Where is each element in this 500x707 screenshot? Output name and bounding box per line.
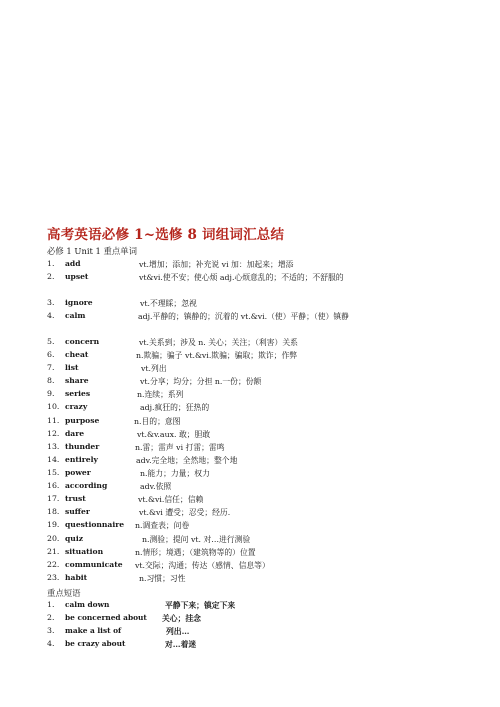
word-term: trust [65, 494, 86, 503]
word-meaning: vt.分享；均分；分担 n.一份；份额 [140, 377, 262, 386]
word-term: crazy [65, 402, 88, 411]
word-number: 2. [47, 272, 55, 281]
word-term: series [65, 389, 91, 398]
word-number: 14. [47, 455, 60, 464]
word-row [47, 468, 487, 480]
word-meaning: n.连续；系列 [137, 390, 184, 399]
word-row [47, 337, 487, 349]
word-term: communicate [65, 560, 123, 569]
word-row [47, 494, 487, 506]
word-meaning: vt.关系到；涉及 n. 关心；关注；（利害）关系 [139, 338, 298, 347]
word-meaning: n.能力；力量；权力 [140, 469, 210, 478]
word-meaning: adj.平静的；镇静的；沉着的 vt.&vi.（使）平静；（使）镇静 [138, 312, 349, 321]
phrase-meaning: 关心；挂念 [162, 614, 201, 623]
word-number: 11. [47, 416, 60, 425]
word-meaning: vt&vi.使不安；使心烦 adj.心烦意乱的；不适的；不舒服的 [139, 273, 344, 282]
word-term: calm [65, 311, 86, 320]
word-meaning: vt.不理睬；忽视 [140, 299, 197, 308]
phrase-section-label: 重点短语 [47, 588, 81, 598]
word-number: 17. [47, 494, 60, 503]
phrase-number: 2. [47, 613, 55, 622]
word-meaning: n.目的；意图 [134, 417, 181, 426]
word-row [47, 560, 487, 572]
word-number: 5. [47, 337, 55, 346]
phrase-meaning: 对…着迷 [165, 640, 197, 649]
phrase-row [47, 639, 487, 651]
section-label: 必修 1 Unit 1 重点单词 [47, 246, 138, 256]
word-row [47, 402, 487, 414]
word-term: add [65, 259, 81, 268]
phrase-row [47, 613, 487, 625]
word-number: 8. [47, 376, 55, 385]
word-meaning: vt.&vi.信任；信赖 [138, 495, 204, 504]
word-term: concern [65, 337, 100, 346]
phrase-term: make a list of [65, 626, 122, 635]
word-term: habit [65, 573, 88, 582]
word-number: 22. [47, 560, 60, 569]
phrase-term: be crazy about [65, 639, 126, 648]
word-number: 3. [47, 298, 55, 307]
word-term: share [65, 376, 89, 385]
word-row [47, 534, 487, 546]
word-term: purpose [65, 416, 100, 425]
word-row [47, 507, 487, 519]
word-row [47, 259, 487, 271]
word-term: situation [65, 547, 104, 556]
phrase-term: calm down [65, 600, 110, 609]
word-number: 7. [47, 363, 55, 372]
word-term: power [65, 468, 91, 477]
phrase-meaning: 列出… [166, 627, 190, 636]
word-term: dare [65, 429, 85, 438]
word-term: upset [65, 272, 89, 281]
word-meaning: adv.完全地；全然地；整个地 [136, 456, 238, 465]
word-meaning: n.情形；境遇；（建筑物等的）位置 [135, 548, 256, 557]
word-meaning: vt.列出 [141, 364, 167, 373]
word-meaning: adv.依照 [140, 482, 172, 491]
word-meaning: n.习惯；习性 [139, 574, 186, 583]
word-term: list [65, 363, 79, 372]
word-row [47, 573, 487, 585]
word-number: 15. [47, 468, 60, 477]
word-meaning: vt.增加；添加；补充说 vi 加：加起来；增添 [139, 260, 294, 269]
word-row [47, 442, 487, 454]
word-number: 4. [47, 311, 55, 320]
word-row [47, 376, 487, 388]
word-number: 23. [47, 573, 60, 582]
word-meaning: vt.&v.aux. 敢；胆敢 [137, 430, 211, 439]
word-number: 18. [47, 507, 60, 516]
word-row [47, 429, 487, 441]
word-row [47, 311, 487, 323]
word-number: 9. [47, 389, 55, 398]
phrase-row [47, 600, 487, 612]
word-term: quiz [65, 534, 84, 543]
word-term: questionnaire [65, 520, 125, 529]
word-term: entirely [65, 455, 98, 464]
word-number: 21. [47, 547, 60, 556]
word-row [47, 272, 487, 284]
word-meaning: vt.交际；沟通；传达（感情、信息等） [135, 561, 270, 570]
word-row [47, 363, 487, 375]
word-meaning: n.雷；雷声 vi 打雷；雷鸣 [135, 443, 225, 452]
phrase-number: 1. [47, 600, 55, 609]
word-row [47, 350, 487, 362]
word-number: 1. [47, 259, 55, 268]
word-row [47, 481, 487, 493]
word-term: ignore [65, 298, 93, 307]
word-meaning: n.调查表；问卷 [135, 521, 190, 530]
word-row [47, 389, 487, 401]
word-number: 10. [47, 402, 60, 411]
word-number: 12. [47, 429, 60, 438]
word-row [47, 416, 487, 428]
phrase-number: 4. [47, 639, 55, 648]
word-meaning: n.测验；提问 vt. 对…进行测验 [142, 535, 251, 544]
phrase-row [47, 626, 487, 638]
word-number: 16. [47, 481, 60, 490]
word-row [47, 520, 487, 532]
word-term: according [65, 481, 108, 490]
document-title: 高考英语必修 1~选修 8 词组词汇总结 [47, 227, 285, 243]
word-term: cheat [65, 350, 89, 359]
word-number: 20. [47, 534, 60, 543]
word-meaning: vt.&vi 遭受；忍受；经历. [139, 508, 231, 517]
word-meaning: n.欺骗；骗子 vt.&vi.欺骗；骗取；欺诈；作弊 [136, 351, 298, 360]
word-number: 13. [47, 442, 60, 451]
word-term: suffer [65, 507, 90, 516]
word-term: thunder [65, 442, 100, 451]
phrase-number: 3. [47, 626, 55, 635]
phrase-term: be concerned about [65, 613, 147, 622]
word-number: 19. [47, 520, 60, 529]
word-meaning: adj.疯狂的；狂热的 [140, 403, 210, 412]
word-number: 6. [47, 350, 55, 359]
word-row [47, 455, 487, 467]
word-row [47, 298, 487, 310]
word-row [47, 547, 487, 559]
phrase-meaning: 平静下来；镇定下来 [165, 601, 236, 610]
